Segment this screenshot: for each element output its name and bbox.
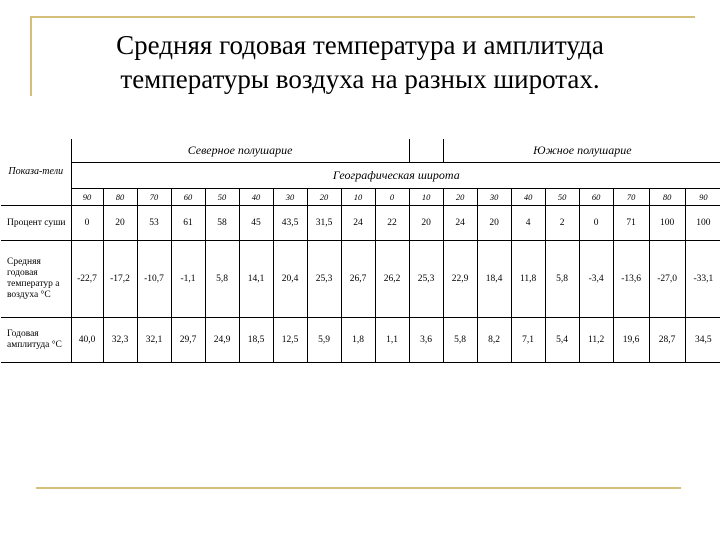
table-cell: 29,7	[171, 318, 205, 363]
table-cell: 8,2	[477, 318, 511, 363]
table-cell: -3,4	[579, 241, 613, 318]
table-cell: 4	[511, 206, 545, 241]
table-cell: 5,9	[307, 318, 341, 363]
latitude-cell: 60	[171, 189, 205, 206]
table-cell: 7,1	[511, 318, 545, 363]
table-cell: 40,0	[71, 318, 103, 363]
table-cell: 5,4	[545, 318, 579, 363]
table-cell: 28,7	[649, 318, 685, 363]
hemisphere-gap-cell	[409, 139, 443, 163]
table-cell: -1,1	[171, 241, 205, 318]
table-cell: 32,3	[103, 318, 137, 363]
table-cell: 19,6	[613, 318, 649, 363]
table-cell: 0	[71, 206, 103, 241]
latitude-cell: 10	[409, 189, 443, 206]
table-cell: 11,8	[511, 241, 545, 318]
table-cell: 25,3	[409, 241, 443, 318]
latitude-cell: 20	[443, 189, 477, 206]
latitude-cell: 50	[205, 189, 239, 206]
table-cell: 1,1	[375, 318, 409, 363]
table-cell: -33,1	[685, 241, 720, 318]
row-label-mean-temperature: Средняя годовая температур а воздуха °С	[1, 241, 71, 318]
north-hemisphere-header: Северное полушарие	[71, 139, 409, 163]
table-cell: 24	[443, 206, 477, 241]
frame-left-accent	[30, 16, 32, 96]
latitude-cell: 50	[545, 189, 579, 206]
title-line-1: Средняя годовая температура и амплитуда	[116, 30, 604, 60]
table-cell: 53	[137, 206, 171, 241]
latitude-cell: 70	[137, 189, 171, 206]
row-label-annual-amplitude: Годовая амплитуда °С	[1, 318, 71, 363]
table-cell: 5,8	[443, 318, 477, 363]
table-cell: 43,5	[273, 206, 307, 241]
table-cell: 31,5	[307, 206, 341, 241]
table-cell: 11,2	[579, 318, 613, 363]
table-cell: 26,2	[375, 241, 409, 318]
temperature-table	[1, 139, 720, 363]
table-cell: 25,3	[307, 241, 341, 318]
table-cell: 100	[649, 206, 685, 241]
table-cell: 5,8	[205, 241, 239, 318]
latitude-cell: 80	[103, 189, 137, 206]
table-cell: 32,1	[137, 318, 171, 363]
table-cell: 18,5	[239, 318, 273, 363]
table-cell: 20	[103, 206, 137, 241]
table-cell: 20	[409, 206, 443, 241]
latitude-cell: 70	[613, 189, 649, 206]
latitude-cell: 10	[341, 189, 375, 206]
table-cell: 22,9	[443, 241, 477, 318]
latitude-cell: 90	[685, 189, 720, 206]
table-cell: 100	[685, 206, 720, 241]
table-cell: -22,7	[71, 241, 103, 318]
table-cell: 20	[477, 206, 511, 241]
table-cell: 26,7	[341, 241, 375, 318]
table-cell: 71	[613, 206, 649, 241]
slide-title	[60, 28, 660, 96]
latitude-cell: 0	[375, 189, 409, 206]
table-cell: 58	[205, 206, 239, 241]
latitude-cell: 60	[579, 189, 613, 206]
table-cell: 5,8	[545, 241, 579, 318]
latitude-cell: 80	[649, 189, 685, 206]
table-cell: 18,4	[477, 241, 511, 318]
latitude-cell: 30	[273, 189, 307, 206]
latitude-cell: 90	[71, 189, 103, 206]
table-cell: 2	[545, 206, 579, 241]
row-label-land-percent: Процент суши	[1, 206, 71, 241]
table-cell: -13,6	[613, 241, 649, 318]
title-line-2: температуры воздуха на разных широтах.	[120, 64, 600, 94]
table-cell: 0	[579, 206, 613, 241]
table-cell: 12,5	[273, 318, 307, 363]
latitude-cell: 40	[239, 189, 273, 206]
table-cell: -10,7	[137, 241, 171, 318]
table-cell: 24	[341, 206, 375, 241]
table-cell: 24,9	[205, 318, 239, 363]
frame-bottom-accent	[36, 487, 681, 489]
latitude-cell: 40	[511, 189, 545, 206]
south-hemisphere-header: Южное полушарие	[443, 139, 720, 163]
table-cell: 1,8	[341, 318, 375, 363]
latitude-cell: 20	[307, 189, 341, 206]
table-cell: 20,4	[273, 241, 307, 318]
table-cell: -27,0	[649, 241, 685, 318]
table-cell: 34,5	[685, 318, 720, 363]
table-cell: 14,1	[239, 241, 273, 318]
indicators-header: Показа-тели	[1, 139, 71, 206]
latitude-header: Географическая широта	[71, 163, 720, 189]
table-cell: 61	[171, 206, 205, 241]
table-cell: -17,2	[103, 241, 137, 318]
table-cell: 22	[375, 206, 409, 241]
frame-top-accent	[30, 16, 695, 18]
latitude-cell: 30	[477, 189, 511, 206]
table-cell: 45	[239, 206, 273, 241]
table-cell: 3,6	[409, 318, 443, 363]
